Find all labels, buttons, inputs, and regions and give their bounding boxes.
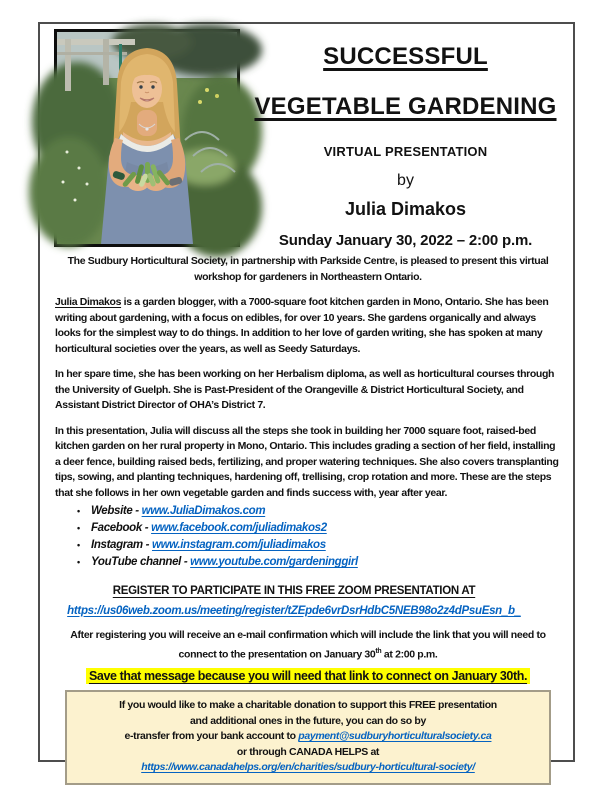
- header-block: [240, 29, 573, 249]
- title-line-1: SUCCESSFUL: [323, 43, 488, 70]
- after-register-text: After registering you will receive an e-mail confirmation which will include the link that you will need to connect to the presentation on January 30: [70, 629, 546, 660]
- facebook-label: Facebook: [91, 522, 142, 534]
- save-message-highlight: Save that message because you will need that link to connect on January 30th.: [86, 668, 530, 684]
- after-register-note: [55, 628, 561, 663]
- donation-line-4: or through CANADA HELPS at: [236, 745, 380, 758]
- etransfer-email-link[interactable]: payment@sudburyhorticulturalsociety.ca: [298, 730, 492, 742]
- bullet-icon: •: [77, 506, 80, 516]
- donation-line-2: and additional ones in the future, you can do so by: [190, 714, 426, 727]
- website-label: Website: [91, 505, 133, 517]
- website-link[interactable]: www.JuliaDimakos.com: [141, 505, 266, 517]
- bio-paragraph-1-text: is a garden blogger, with a 7000-square foot kitchen garden in Mono, Ontario. She has been writing about gardening, with a focus on edibles, for over 10 years. She gardens organically and always looks for the simplest way to do things. In addition to her love of garden writing, she has spoken at many horticultural societies over the years, as well as Seedy Saturdays.: [55, 296, 549, 355]
- body-content: [40, 254, 573, 785]
- bullet-icon: •: [77, 540, 80, 550]
- separator: -: [142, 539, 152, 551]
- bullet-icon: •: [77, 557, 80, 567]
- separator: -: [141, 522, 152, 534]
- youtube-label: YouTube channel: [91, 556, 181, 568]
- highlight-row: [55, 669, 561, 686]
- etransfer-text: e-transfer from your bank account to: [124, 730, 299, 742]
- separator: -: [180, 556, 191, 568]
- zoom-registration-link[interactable]: https://us06web.zoom.us/meeting/register/tZEpde6vrDsrHdbC5NEB98o2z4dPsuEsn_b_: [67, 604, 521, 617]
- after-register-text-2: at 2:00 p.m.: [381, 648, 438, 660]
- separator: -: [132, 505, 142, 517]
- social-links-list: [77, 503, 561, 571]
- bullet-icon: •: [77, 523, 80, 533]
- intro-paragraph: The Sudbury Horticultural Society, in partnership with Parkside Centre, is pleased to present this virtual workshop for gardeners in Northeastern Ontario.: [67, 255, 549, 283]
- instagram-link[interactable]: www.instagram.com/juliadimakos: [151, 539, 326, 551]
- instagram-label: Instagram: [91, 539, 143, 551]
- donation-box: [65, 690, 551, 785]
- canadahelps-link[interactable]: https://www.canadahelps.org/en/charities/sudbury-horticultural-society/: [141, 761, 475, 773]
- donation-line-5: [73, 760, 543, 776]
- register-heading: REGISTER TO PARTICIPATE IN THIS FREE ZOOM PRESENTATION AT: [112, 585, 476, 597]
- ordinal-suffix: th: [375, 647, 382, 655]
- bio-paragraph-3: In this presentation, Julia will discuss all the steps she took in building her 7000 square foot, raised-bed kitchen garden on her rural property in Mono, Ontario. This includes grading a section of her field, installing a deer fence, building raised beds, fertilizing, and proper watering techniques. She also covers transplanting tips, sowing, and planting techniques, hardening off, trellising, crop rotation and more. These are the steps that she follows in her own vegetable garden and finds success with, year after year.: [55, 424, 559, 499]
- bio-paragraph-2: In her spare time, she has been working on her Herbalism diploma, as well as horticultural courses through the University of Guelph. She is Past-President of the Orangeville & District Horticultural Society, and Assistant District Director of OHA’s District 7.: [55, 368, 555, 411]
- list-item-website: [77, 503, 561, 520]
- bio-paragraph-1: [55, 295, 561, 357]
- list-item-facebook: [77, 520, 561, 537]
- presenter-name: Julia Dimakos: [344, 199, 467, 219]
- hero-section: [40, 29, 573, 249]
- donation-line-1: If you would like to make a charitable donation to support this FREE presentation: [119, 699, 497, 711]
- bio-lead-name: Julia Dimakos: [55, 296, 122, 308]
- by-label: by: [397, 172, 414, 189]
- presenter-photo-illustration: [57, 32, 237, 244]
- register-section: [55, 584, 533, 619]
- event-datetime: Sunday January 30, 2022 – 2:00 p.m.: [278, 232, 533, 249]
- facebook-link[interactable]: www.facebook.com/juliadimakos2: [151, 522, 327, 534]
- title-line-2: VEGETABLE GARDENING: [254, 93, 557, 120]
- presenter-photo: [54, 29, 240, 247]
- list-item-instagram: [77, 537, 561, 554]
- youtube-link[interactable]: www.youtube.com/gardeninggirl: [190, 556, 358, 568]
- subtitle-virtual-presentation: VIRTUAL PRESENTATION: [323, 144, 488, 159]
- list-item-youtube: [77, 554, 561, 571]
- page-border-frame: [38, 22, 575, 773]
- donation-line-3: [73, 729, 543, 745]
